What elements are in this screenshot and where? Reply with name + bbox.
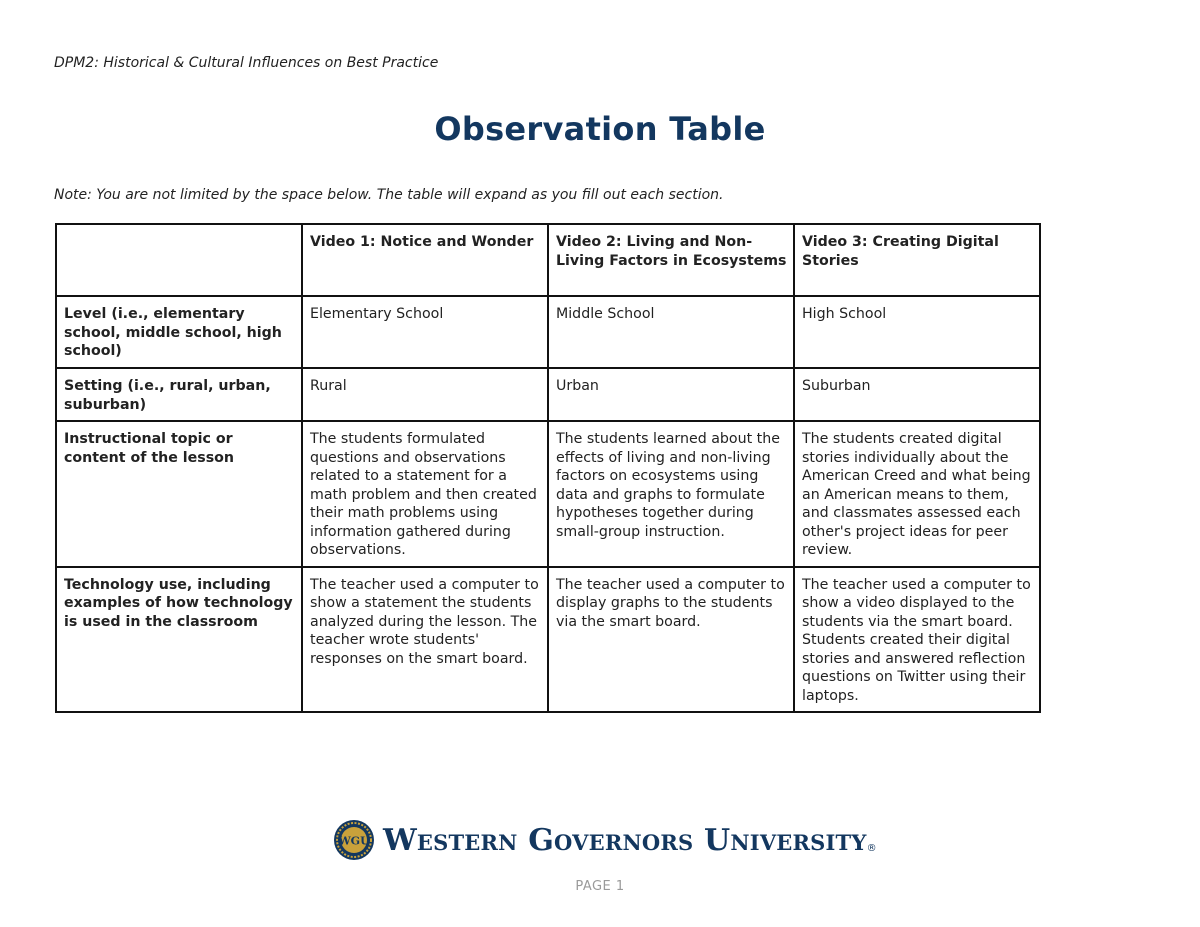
- table-note: Note: You are not limited by the space below. The table will expand as you fill out each section.: [54, 187, 724, 203]
- table-cell: Middle School: [548, 296, 794, 368]
- row-label-level: Level (i.e., elementary school, middle school, high school): [56, 296, 302, 368]
- table-cell: Suburban: [794, 368, 1040, 421]
- column-header-video-1: Video 1: Notice and Wonder: [302, 224, 548, 296]
- page-number: PAGE 1: [575, 879, 625, 894]
- logo-wordmark: Western Governors University: [383, 822, 867, 858]
- table-row-level: [56, 296, 1040, 368]
- row-label-topic: Instructional topic or content of the lesson: [56, 421, 302, 567]
- document-header: DPM2: Historical & Cultural Influences on Best Practice: [54, 55, 439, 71]
- row-label-setting: Setting (i.e., rural, urban, suburban): [56, 368, 302, 421]
- column-header-video-3: Video 3: Creating Digital Stories: [794, 224, 1040, 296]
- table-row-topic: [56, 421, 1040, 567]
- table-cell: Rural: [302, 368, 548, 421]
- table-cell: The students created digital stories individually about the American Creed and what being an American means to them, and classmates assessed each other's project ideas for peer review.: [794, 421, 1040, 567]
- observation-table: [55, 223, 1041, 713]
- row-label-technology: Technology use, including examples of how technology is used in the classroom: [56, 567, 302, 713]
- table-cell: Urban: [548, 368, 794, 421]
- table-cell: Elementary School: [302, 296, 548, 368]
- university-seal-icon: [333, 819, 375, 861]
- table-corner-cell: [56, 224, 302, 296]
- table-cell: The teacher used a computer to show a statement the students analyzed during the lesson. The teacher wrote students' responses on the smart board.: [302, 567, 548, 713]
- table-cell: The students formulated questions and observations related to a statement for a math problem and then created their math problems using information gathered during observations.: [302, 421, 548, 567]
- page-title: Observation Table: [434, 110, 766, 148]
- table-cell: High School: [794, 296, 1040, 368]
- table-row-technology: [56, 567, 1040, 713]
- table-cell: The teacher used a computer to display graphs to the students via the smart board.: [548, 567, 794, 713]
- wgu-logo: [333, 818, 877, 862]
- trademark-symbol: ®: [866, 843, 877, 854]
- table-row-setting: [56, 368, 1040, 421]
- seal-letters: WGU: [338, 834, 370, 848]
- column-header-video-2: Video 2: Living and Non-Living Factors in Ecosystems: [548, 224, 794, 296]
- table-cell: The students learned about the effects of living and non-living factors on ecosystems using data and graphs to formulate hypotheses together during small-group instruction.: [548, 421, 794, 567]
- table-cell: The teacher used a computer to show a video displayed to the students via the smart board. Students created their digital stories and answered reflection questions on Twitter using their laptops.: [794, 567, 1040, 713]
- table-header-row: [56, 224, 1040, 296]
